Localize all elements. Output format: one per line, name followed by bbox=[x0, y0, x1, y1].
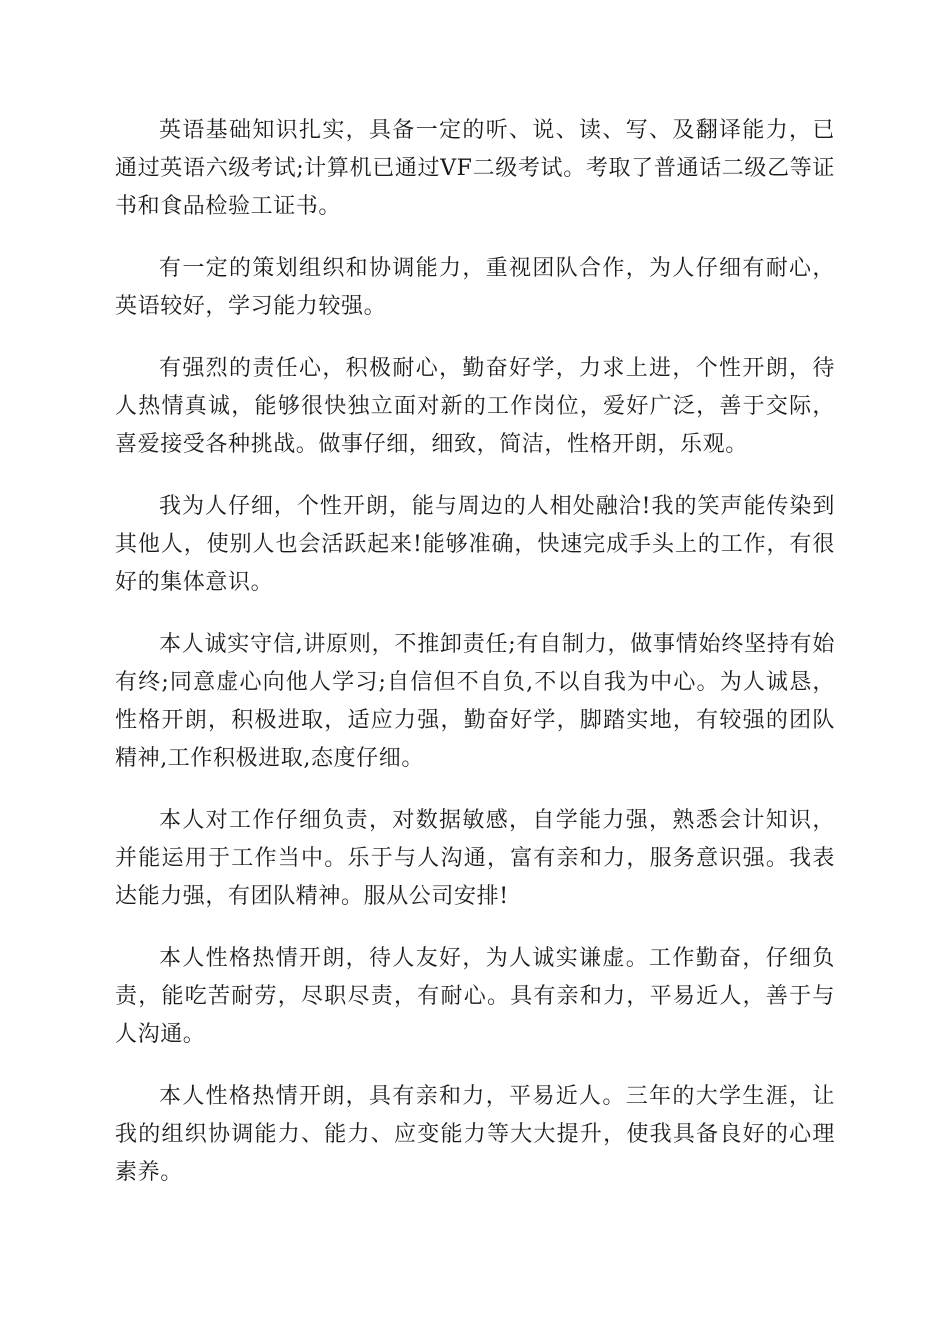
paragraph-7: 本人性格热情开朗，待人友好，为人诚实谦虚。工作勤奋，仔细负责，能吃苦耐劳，尽职尽责，有耐心。具有亲和力，平易近人，善于与人沟通。 bbox=[115, 946, 835, 1047]
paragraph-2: 有一定的策划组织和协调能力，重视团队合作，为人仔细有耐心，英语较好，学习能力较强。 bbox=[115, 256, 835, 319]
document-page bbox=[115, 112, 835, 1216]
paragraph-6: 本人对工作仔细负责，对数据敏感，自学能力强，熟悉会计知识，并能运用于工作当中。乐于与人沟通，富有亲和力，服务意识强。我表达能力强，有团队精神。服从公司安排! bbox=[115, 808, 835, 909]
paragraph-1: 英语基础知识扎实，具备一定的听、说、读、写、及翻译能力，已通过英语六级考试;计算机已通过VF二级考试。考取了普通话二级乙等证书和食品检验工证书。 bbox=[115, 118, 835, 219]
paragraph-5: 本人诚实守信,讲原则，不推卸责任;有自制力，做事情始终坚持有始有终;同意虚心向他人学习;自信但不自负,不以自我为中心。为人诚恳，性格开朗，积极进取，适应力强，勤奋好学，脚踏实地，有较强的团队精神,工作积极进取,态度仔细。 bbox=[115, 632, 835, 771]
paragraph-4: 我为人仔细，个性开朗，能与周边的人相处融洽!我的笑声能传染到其他人，使别人也会活跃起来!能够准确，快速完成手头上的工作，有很好的集体意识。 bbox=[115, 494, 835, 595]
paragraph-8: 本人性格热情开朗，具有亲和力，平易近人。三年的大学生涯，让我的组织协调能力、能力、应变能力等大大提升，使我具备良好的心理素养。 bbox=[115, 1084, 835, 1185]
paragraph-3: 有强烈的责任心，积极耐心，勤奋好学，力求上进，个性开朗，待人热情真诚，能够很快独立面对新的工作岗位，爱好广泛，善于交际，喜爱接受各种挑战。做事仔细，细致，简洁，性格开朗，乐观。 bbox=[115, 356, 835, 457]
